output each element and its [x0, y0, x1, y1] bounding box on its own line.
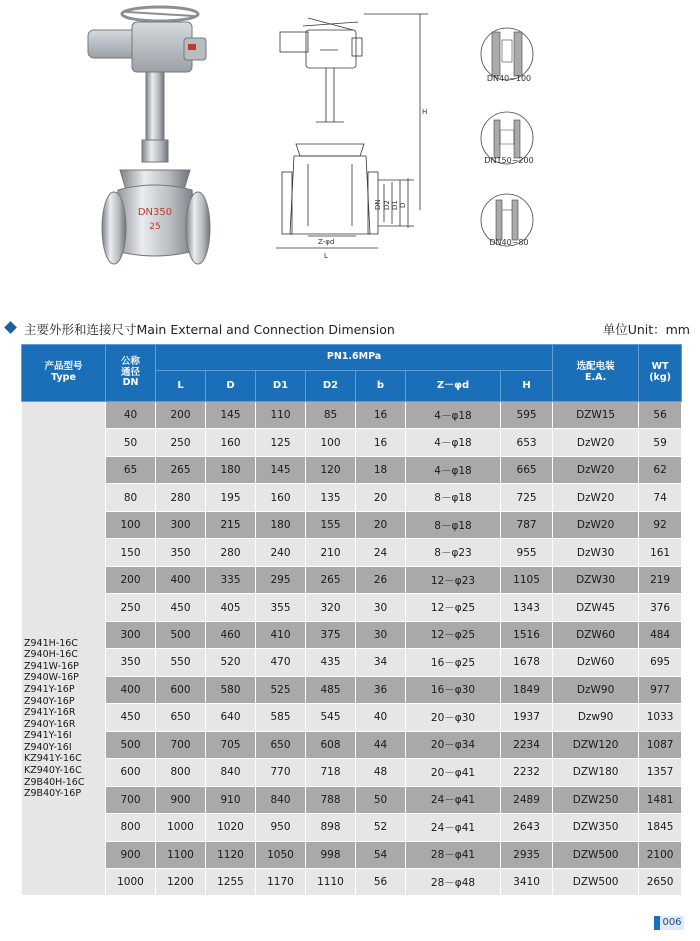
detail-view-1: [478, 16, 536, 96]
table-row: [22, 594, 682, 621]
table-row: [22, 484, 682, 511]
cell-zd: 28－φ48: [406, 868, 501, 895]
cell-d1: 145: [256, 456, 306, 483]
cell-zd: 16－φ25: [406, 649, 501, 676]
cell-d2: 998: [306, 841, 356, 868]
cell-l: 400: [156, 566, 206, 593]
model-code: Z940Y-16R: [24, 718, 76, 730]
subheader-col: D2: [306, 371, 356, 402]
cell-h: 955: [501, 539, 553, 566]
cell-d: 145: [206, 402, 256, 429]
cell-b: 40: [356, 704, 406, 731]
cell-b: 30: [356, 594, 406, 621]
detail-view-3: [478, 182, 536, 262]
cell-zd: 12－φ25: [406, 621, 501, 648]
cell-d: 705: [206, 731, 256, 758]
cell-d: 280: [206, 539, 256, 566]
cell-ea: DzW30: [553, 539, 639, 566]
cell-wt: 56: [639, 402, 682, 429]
header-wt: [639, 345, 682, 402]
cell-d: 335: [206, 566, 256, 593]
cell-b: 50: [356, 786, 406, 813]
cell-d2: 100: [306, 429, 356, 456]
cell-dn: 800: [106, 814, 156, 841]
cell-l: 700: [156, 731, 206, 758]
header-model: [22, 345, 106, 402]
cell-dn: 200: [106, 566, 156, 593]
cell-d1: 840: [256, 786, 306, 813]
model-code: Z940Y-16P: [24, 695, 75, 707]
cell-l: 1200: [156, 868, 206, 895]
cell-zd: 4－φ18: [406, 402, 501, 429]
table-row: [22, 539, 682, 566]
cell-dn: 150: [106, 539, 156, 566]
detail-label-3: DN40~80: [489, 238, 529, 247]
cell-d: 405: [206, 594, 256, 621]
cell-zd: 4－φ18: [406, 456, 501, 483]
table-row: [22, 759, 682, 786]
cell-ea: DZW45: [553, 594, 639, 621]
cell-d1: 770: [256, 759, 306, 786]
cell-d1: 1170: [256, 868, 306, 895]
cell-l: 280: [156, 484, 206, 511]
cell-d2: 485: [306, 676, 356, 703]
page-number: 006: [660, 916, 684, 930]
table-row: [22, 786, 682, 813]
header-dn-line3: DN: [122, 377, 139, 389]
cell-b: 30: [356, 621, 406, 648]
illustration-area: [0, 0, 700, 290]
cell-b: 20: [356, 511, 406, 538]
cell-d2: 85: [306, 402, 356, 429]
model-code: Z940W-16P: [24, 672, 79, 684]
cell-b: 16: [356, 429, 406, 456]
cell-d: 840: [206, 759, 256, 786]
detail-label-2: DN150~200: [484, 156, 534, 165]
detail-view-2: [478, 100, 536, 180]
cell-wt: 695: [639, 649, 682, 676]
cell-b: 20: [356, 484, 406, 511]
table-row: [22, 731, 682, 758]
cell-h: 595: [501, 402, 553, 429]
cell-zd: 16－φ30: [406, 676, 501, 703]
cell-l: 1100: [156, 841, 206, 868]
subheader-col: L: [156, 371, 206, 402]
table-row: [22, 566, 682, 593]
model-code: Z941H-16C: [24, 637, 78, 649]
cell-ea: DzW60: [553, 649, 639, 676]
cell-d: 580: [206, 676, 256, 703]
cell-d1: 160: [256, 484, 306, 511]
cell-wt: 1845: [639, 814, 682, 841]
table-row: [22, 621, 682, 648]
model-list-cell: [22, 402, 106, 896]
cell-dn: 700: [106, 786, 156, 813]
cell-wt: 1357: [639, 759, 682, 786]
cell-zd: 20－φ41: [406, 759, 501, 786]
cell-zd: 8－φ18: [406, 511, 501, 538]
cell-h: 2232: [501, 759, 553, 786]
header-model-en: Type: [51, 372, 76, 383]
cell-zd: 8－φ18: [406, 484, 501, 511]
cell-dn: 450: [106, 704, 156, 731]
cell-dn: 100: [106, 511, 156, 538]
subheader-col: Z－φd: [406, 371, 501, 402]
cell-d1: 355: [256, 594, 306, 621]
cell-ea: DzW20: [553, 456, 639, 483]
cell-b: 26: [356, 566, 406, 593]
table-row: [22, 456, 682, 483]
table-row: [22, 841, 682, 868]
cell-d1: 525: [256, 676, 306, 703]
cell-dn: 600: [106, 759, 156, 786]
subheader-col: H: [501, 371, 553, 402]
cell-d2: 135: [306, 484, 356, 511]
cell-dn: 300: [106, 621, 156, 648]
cell-ea: DzW20: [553, 429, 639, 456]
cell-ea: DZW500: [553, 841, 639, 868]
cell-wt: 74: [639, 484, 682, 511]
cell-dn: 900: [106, 841, 156, 868]
table-row: [22, 814, 682, 841]
header-model-cn: 产品型号: [44, 361, 83, 373]
cell-l: 600: [156, 676, 206, 703]
cell-d: 640: [206, 704, 256, 731]
cell-ea: DZW250: [553, 786, 639, 813]
cell-b: 48: [356, 759, 406, 786]
table-row: [22, 676, 682, 703]
cell-d2: 608: [306, 731, 356, 758]
cell-h: 1937: [501, 704, 553, 731]
table-row: [22, 868, 682, 895]
cell-dn: 40: [106, 402, 156, 429]
cell-b: 24: [356, 539, 406, 566]
cell-h: 787: [501, 511, 553, 538]
cell-wt: 977: [639, 676, 682, 703]
model-code: Z940H-16C: [24, 649, 78, 661]
cell-d1: 950: [256, 814, 306, 841]
cell-d: 1120: [206, 841, 256, 868]
diamond-bullet-icon: [4, 321, 17, 334]
cell-wt: 376: [639, 594, 682, 621]
cell-dn: 500: [106, 731, 156, 758]
cell-b: 18: [356, 456, 406, 483]
header-wt-en: WT: [651, 361, 669, 373]
cell-ea: DZW500: [553, 868, 639, 895]
cell-d2: 155: [306, 511, 356, 538]
cell-zd: 24－φ41: [406, 786, 501, 813]
cell-h: 2234: [501, 731, 553, 758]
dim-d1-label: D1: [391, 200, 399, 210]
cell-b: 44: [356, 731, 406, 758]
model-code: Z941W-16P: [24, 660, 79, 672]
cell-l: 200: [156, 402, 206, 429]
cell-d2: 210: [306, 539, 356, 566]
cell-wt: 2100: [639, 841, 682, 868]
valve-body-sub: 25: [149, 222, 161, 232]
cell-ea: DzW90: [553, 676, 639, 703]
cell-wt: 59: [639, 429, 682, 456]
valve-body-label: DN350: [137, 207, 173, 218]
cell-h: 1105: [501, 566, 553, 593]
model-code: Z9B40H-16C: [24, 776, 85, 788]
dim-bolt-label: Z-φd: [318, 238, 335, 246]
header-dn-line2: 通径: [120, 366, 140, 378]
cell-ea: DZW60: [553, 621, 639, 648]
table-row: [22, 429, 682, 456]
cell-l: 450: [156, 594, 206, 621]
cell-d: 180: [206, 456, 256, 483]
cell-d2: 375: [306, 621, 356, 648]
dim-d2-label: D2: [383, 200, 391, 210]
cell-zd: 8－φ23: [406, 539, 501, 566]
cell-wt: 1033: [639, 704, 682, 731]
cell-d: 520: [206, 649, 256, 676]
cell-l: 900: [156, 786, 206, 813]
cell-d2: 898: [306, 814, 356, 841]
cell-d1: 585: [256, 704, 306, 731]
cell-zd: 24－φ41: [406, 814, 501, 841]
cell-wt: 161: [639, 539, 682, 566]
cell-dn: 1000: [106, 868, 156, 895]
table-body: [22, 402, 682, 896]
cell-d2: 545: [306, 704, 356, 731]
header-wt-unit: (kg): [649, 372, 671, 383]
cell-wt: 1481: [639, 786, 682, 813]
cell-b: 52: [356, 814, 406, 841]
model-code: KZ941Y-16C: [24, 753, 82, 765]
cell-d: 1255: [206, 868, 256, 895]
table-row: [22, 402, 682, 429]
cell-zd: 28－φ41: [406, 841, 501, 868]
model-code: Z9B40Y-16P: [24, 788, 82, 800]
cell-d1: 650: [256, 731, 306, 758]
cell-ea: DzW20: [553, 484, 639, 511]
cell-zd: 12－φ25: [406, 594, 501, 621]
header-dn-line1: 公称: [120, 355, 140, 367]
cell-d1: 110: [256, 402, 306, 429]
cell-b: 16: [356, 402, 406, 429]
cell-d2: 120: [306, 456, 356, 483]
dim-h-label: H: [422, 108, 428, 116]
cell-d2: 265: [306, 566, 356, 593]
detail-label-1: DN40~100: [486, 74, 532, 83]
subheader-col: b: [356, 371, 406, 402]
cell-h: 2935: [501, 841, 553, 868]
cell-d1: 240: [256, 539, 306, 566]
cell-wt: 484: [639, 621, 682, 648]
cell-b: 36: [356, 676, 406, 703]
technical-drawing: [268, 4, 448, 269]
cell-l: 250: [156, 429, 206, 456]
dim-dn-label: DN: [374, 199, 382, 210]
cell-d2: 320: [306, 594, 356, 621]
cell-d: 460: [206, 621, 256, 648]
cell-d2: 1110: [306, 868, 356, 895]
cell-ea: DZW350: [553, 814, 639, 841]
cell-d1: 295: [256, 566, 306, 593]
cell-zd: 20－φ34: [406, 731, 501, 758]
cell-ea: Dzw90: [553, 704, 639, 731]
cell-ea: DZW180: [553, 759, 639, 786]
cell-h: 2643: [501, 814, 553, 841]
cell-l: 265: [156, 456, 206, 483]
header-dn: [106, 345, 156, 402]
cell-ea: DzW20: [553, 511, 639, 538]
cell-dn: 350: [106, 649, 156, 676]
cell-dn: 50: [106, 429, 156, 456]
cell-l: 800: [156, 759, 206, 786]
subheader-col: D: [206, 371, 256, 402]
cell-ea: DZW30: [553, 566, 639, 593]
dim-l-label: L: [324, 252, 328, 260]
dim-d-label: D: [399, 202, 407, 208]
cell-h: 653: [501, 429, 553, 456]
cell-wt: 219: [639, 566, 682, 593]
cell-d: 910: [206, 786, 256, 813]
header-ea-en: E.A.: [584, 372, 607, 383]
model-code: Z941Y-16I: [24, 730, 72, 742]
cell-b: 34: [356, 649, 406, 676]
cell-wt: 2650: [639, 868, 682, 895]
cell-l: 300: [156, 511, 206, 538]
cell-b: 54: [356, 841, 406, 868]
section-title: 主要外形和连接尺寸Main External and Connection Dimension: [24, 322, 395, 337]
cell-dn: 400: [106, 676, 156, 703]
section-header: [6, 320, 696, 338]
cell-h: 725: [501, 484, 553, 511]
table-row: [22, 649, 682, 676]
cell-wt: 1087: [639, 731, 682, 758]
cell-d1: 125: [256, 429, 306, 456]
cell-zd: 4－φ18: [406, 429, 501, 456]
cell-dn: 65: [106, 456, 156, 483]
cell-l: 350: [156, 539, 206, 566]
valve-photo: [80, 0, 230, 280]
unit-label: 单位Unit：mm: [602, 322, 690, 337]
cell-h: 3410: [501, 868, 553, 895]
cell-d: 1020: [206, 814, 256, 841]
model-code: Z941Y-16P: [24, 683, 75, 695]
header-ea: [553, 345, 639, 402]
cell-h: 665: [501, 456, 553, 483]
header-pressure: PN1.6MPa: [156, 345, 553, 371]
header-ea-cn: 选配电装: [576, 361, 615, 373]
cell-d1: 470: [256, 649, 306, 676]
subheader-col: D1: [256, 371, 306, 402]
model-code: Z941Y-16R: [24, 707, 76, 719]
cell-d: 215: [206, 511, 256, 538]
cell-h: 1516: [501, 621, 553, 648]
model-code: KZ940Y-16C: [24, 765, 82, 777]
cell-ea: DZW120: [553, 731, 639, 758]
cell-zd: 12－φ23: [406, 566, 501, 593]
cell-d1: 410: [256, 621, 306, 648]
cell-h: 1678: [501, 649, 553, 676]
model-code: Z940Y-16I: [24, 741, 72, 753]
cell-dn: 80: [106, 484, 156, 511]
cell-zd: 20－φ30: [406, 704, 501, 731]
cell-wt: 92: [639, 511, 682, 538]
cell-l: 500: [156, 621, 206, 648]
cell-wt: 62: [639, 456, 682, 483]
cell-h: 1343: [501, 594, 553, 621]
cell-d2: 435: [306, 649, 356, 676]
cell-l: 550: [156, 649, 206, 676]
cell-b: 56: [356, 868, 406, 895]
table-row: [22, 511, 682, 538]
cell-h: 1849: [501, 676, 553, 703]
table-row: [22, 704, 682, 731]
cell-d2: 788: [306, 786, 356, 813]
cell-l: 650: [156, 704, 206, 731]
cell-d2: 718: [306, 759, 356, 786]
cell-l: 1000: [156, 814, 206, 841]
cell-d1: 180: [256, 511, 306, 538]
cell-d1: 1050: [256, 841, 306, 868]
dimension-table: [21, 344, 682, 896]
cell-ea: DZW15: [553, 402, 639, 429]
cell-dn: 250: [106, 594, 156, 621]
cell-d: 160: [206, 429, 256, 456]
cell-h: 2489: [501, 786, 553, 813]
cell-d: 195: [206, 484, 256, 511]
